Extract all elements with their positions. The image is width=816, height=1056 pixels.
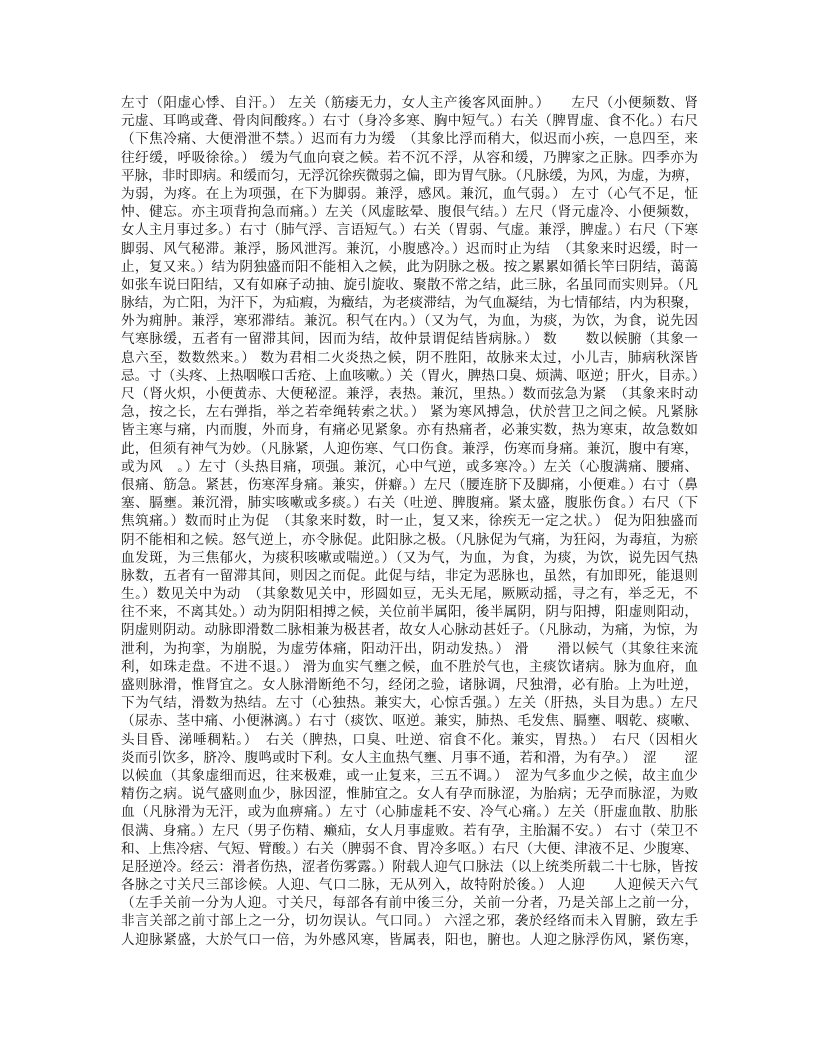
text-line: 如张车说曰阳结，又有如麻子动抽、旋引旋收、聚散不常之结，此三脉，名虽同而实则异。（凡 xyxy=(121,276,698,293)
text-line: 血（凡脉滑为无汗，或为血痹痛。）左寸（心肺虚耗不安、冷气心痛。）左关（肝虚血散、肋胀 xyxy=(121,804,698,821)
text-line: 和、上焦冷痞、气短、臂酸。）右关（脾弱不食、胃冷多呕。）右尺（大便、津液不足、少腹寒、 xyxy=(121,840,698,857)
text-line: 元虚、耳鸣或聋、骨肉间酸疼。）右寸（身冷多寒、胸中短气。）右关（脾胃虚、食不化。）右尺 xyxy=(121,113,698,130)
text-line: 外为痈肿。兼浮，寒邪滞结。兼沉。积气在内。）（又为气，为血，为痰，为饮，为食，说先因 xyxy=(121,313,698,330)
text-line: 精伤之病。说气盛则血少，脉因涩，惟肺宜之。女人有孕而脉涩，为胎病；无孕而脉涩，为败 xyxy=(121,786,698,803)
text-line: 尺（肾火炽，小便黄赤、大便秘涩。兼浮，表热。兼沉，里热。）数而弦急为紧 （其象来时动 xyxy=(121,386,698,402)
text-line: 非言关部之前寸部上之一分，切勿误认。气口同。） 六淫之邪，袭於经络而未入胃腑，致左手 xyxy=(121,913,698,930)
text-line: 利，如珠走盘。不进不退。） 滑为血实气壅之候，血不胜於气也，主痰饮诸病。脉为血府，血 xyxy=(121,658,698,675)
text-line: 此，但须有神气为妙。（凡脉紧，人迎伤寒、气口伤食。兼浮，伤寒而身痛。兼沉，腹中有寒， xyxy=(121,440,698,457)
body-text xyxy=(121,94,706,949)
text-line: 阴虚则阴动。动脉即滑数二脉相兼为极甚者，故女人心脉动甚妊子。（凡脉动，为痛，为惊，为 xyxy=(121,622,698,639)
text-line: （下焦冷痛、大便滑泄不禁。）迟而有力为缓 （其象比浮而稍大，似迟而小疾，一息四至，来 xyxy=(121,131,698,148)
text-line: 脉结，为亡阳，为汗下，为疝瘕，为癥结，为老痰滞结，为气血凝结，为七情郁结，内为积聚， xyxy=(121,295,698,312)
text-line: 以候血（其象虚细而迟，往来极难，或一止复来，三五不调。） 涩为气多血少之候，故主血少 xyxy=(121,767,698,784)
text-line: 为弱，为疼。在上为项强，在下为脚弱。兼浮，感风。兼沉，血气弱。） 左寸（心气不足，怔 xyxy=(121,185,698,202)
text-line: 皆主寒与痛，内而腹，外而身，有痛必见紧象。亦有热痛者，必兼实数，热为寒束，故急数如 xyxy=(121,422,698,439)
text-line: 下为气结，滑数为热结。左寸（心独热。兼实大，心惊舌强。）左关（肝热，头目为患。）左尺 xyxy=(121,695,698,712)
text-line: 脉数，五者有一留滞其间，则因之而促。此促与结，非定为恶脉也，虽然，有加即死，能退则 xyxy=(121,567,698,584)
text-line: 脚弱、风气秘滞。兼浮，肠风泄泻。兼沉，小腹感冷。）迟而时止为结 （其象来时迟缓，时一 xyxy=(121,240,698,257)
text-line: 止，复又来。）结为阴独盛而阳不能相入之候，此为阴脉之极。按之累累如循长竿曰阴结，蔼蔼 xyxy=(121,258,698,275)
text-line: 盛则脉滑，惟肾宜之。女人脉滑断绝不匀，经闭之验，诸脉调，尺独滑，必有胎。上为吐逆， xyxy=(121,677,698,693)
text-line: 焦筑痛。）数而时止为促 （其象来时数，时一止，复又来，徐疾无一定之状。） 促为阳独盛而 xyxy=(121,513,698,530)
text-line: 足胫逆冷。经云：滑者伤热，涩者伤雾露。）附载人迎气口脉法（以上统类所载二十七脉，皆按 xyxy=(121,858,698,875)
text-line: 息六至，数数然来。） 数为君相二火炎热之候，阴不胜阳，故脉来太过，小儿吉，肺病秋深皆 xyxy=(121,349,698,366)
text-line: （尿赤、茎中痛、小便淋漓。）右寸（痰饮、呕逆。兼实，肺热、毛发焦、膈壅、咽乾、痰嗽、 xyxy=(121,713,698,730)
text-line: 炎而引饮多，脐冷、腹鸣或时下利。女人主血热气壅、月事不通，若和滑，为有孕。） 涩 涩 xyxy=(121,749,698,766)
text-line: 或为风 。）左寸（头热目痛，项强。兼沉，心中气逆，或多寒冷。）左关（心腹满痛、腰痛、 xyxy=(121,458,698,475)
text-line: 忡、健忘。亦主项背拘急而痛。）左关（风虚眩晕、腹佷气结。）左尺（肾元虚冷、小便频数， xyxy=(121,204,698,221)
text-line: 往纡缓，呼吸徐徐。） 缓为气血向衰之候。若不沉不浮，从容和缓，乃脾家之正脉。四季亦为 xyxy=(121,149,698,166)
text-line: 往不来，不离其处。）动为阴阳相搏之候，关位前半属阳，後半属阴，阴与阳搏，阳虚则阳动， xyxy=(121,604,698,621)
text-line: 气寒脉缓，五者有一留滞其间，因而为结，故仲景谓促结皆病脉。） 数 数以候腑（其象一 xyxy=(121,331,698,348)
text-line: 塞、膈壅。兼沉滑，肺实咳嗽或多痰。）右关（吐逆、脾腹痛。紧太盛，腹胀伤食。）右尺（下 xyxy=(121,495,698,512)
text-line: 各脉之寸关尺三部诊候。人迎、气口二脉，无从列入，故特附於後。） 人迎 人迎候天六气 xyxy=(121,877,698,894)
text-line: 生。）数见关中为动 （其象数见关中，形圆如豆，无头无尾，厥厥动摇，寻之有，举乏无，不 xyxy=(121,586,698,603)
text-line: 忌。寸（头疼、上热咽喉口舌疮、上血咳嗽。）关（胃火，脾热口臭、烦满、呕逆；肝火，目赤。） xyxy=(121,367,706,384)
text-line: 佷痛、筋急。紧甚，伤寒浑身痛。兼实，併癖。）左尺（腰连脐下及脚痛，小便难。）右寸（鼻 xyxy=(121,476,698,493)
text-line: 女人主月事过多。）右寸（肺气浮、言语短气。）右关（胃弱、气虚。兼浮，脾虚。）右尺（下寒 xyxy=(121,222,698,239)
text-line: 平脉，非时即病。和缓而匀，无浮沉徐疾微弱之偏，即为胃气脉。（凡脉缓，为风，为虚，为痹， xyxy=(121,167,699,184)
text-line: 头目昏、涕唾稠粘。） 右关（脾热，口臭、吐逆、宿食不化。兼实，胃热。） 右尺（因相火 xyxy=(121,731,698,748)
text-line: 血发斑，为三焦郁火，为痰积咳嗽或喘逆。）（又为气，为血，为食，为痰，为饮，说先因气热 xyxy=(121,549,698,566)
text-line: 佷满、身痛。）左尺（男子伤精、癞疝，女人月事虚败。若有孕，主胎漏不安。） 右寸（荣卫不 xyxy=(121,822,698,839)
text-line: 泄利，为拘挛，为崩脱，为虚劳体痛，阳动汗出，阴动发热。） 滑 滑以候气（其象往来流 xyxy=(121,640,698,657)
text-line: 急，按之长，左右弹指，举之若牵绳转索之状。） 紧为寒风搏急，伏於营卫之间之候。凡紧脉 xyxy=(121,404,698,421)
text-line: 阴不能相和之候。怒气逆上，亦令脉促。此阳脉之极。（凡脉促为气痛，为狂闷，为毒疽，为瘀 xyxy=(121,531,698,548)
text-line: （左手关前一分为人迎。寸关尺，每部各有前中後三分，关前一分者，乃是关部上之前一分， xyxy=(121,895,698,912)
text-line: 人迎脉紧盛，大於气口一倍，为外感风寒，皆属表，阳也，腑也。人迎之脉浮伤风，紧伤寒， xyxy=(121,931,698,948)
text-line: 左寸（阳虚心悸、自汗。） 左关（筋痿无力，女人主产後客风面肿。） 左尺（小便频数、肾 xyxy=(121,95,698,111)
